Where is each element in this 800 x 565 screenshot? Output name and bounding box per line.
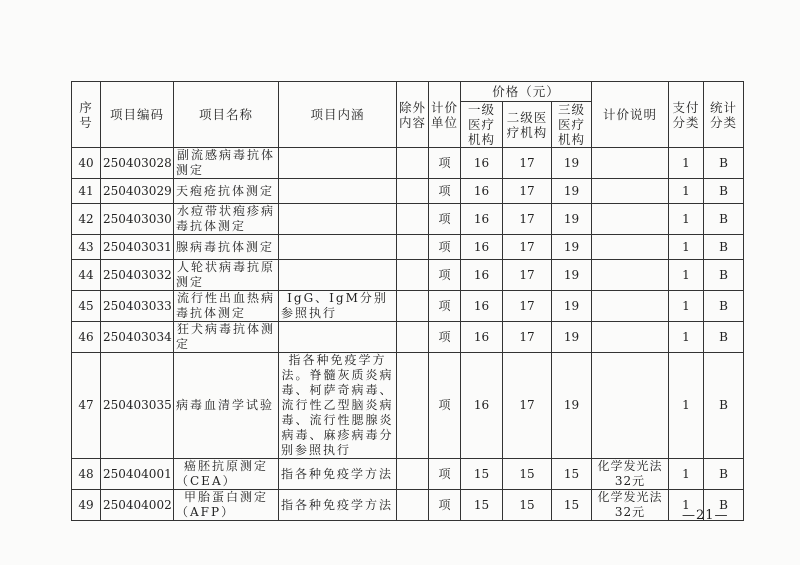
row-price-level1: 15: [461, 459, 503, 490]
row-name: 癌胚抗原测定（CEA）: [174, 459, 279, 490]
row-note: [592, 291, 669, 322]
row-seq: 48: [72, 459, 101, 490]
row-code: 250403029: [101, 179, 174, 204]
row-name: 狂犬病毒抗体测定: [174, 322, 279, 353]
row-code: 250403032: [101, 260, 174, 291]
row-price-level3: 19: [552, 235, 592, 260]
row-stat-class: B: [704, 322, 744, 353]
row-note: [592, 148, 669, 179]
row-exclusion: [397, 179, 429, 204]
row-price-level1: 16: [461, 260, 503, 291]
row-pay-class: 1: [669, 235, 704, 260]
table-row: [72, 204, 744, 235]
row-content: [279, 148, 397, 179]
row-unit: 项: [429, 235, 461, 260]
row-pay-class: 1: [669, 322, 704, 353]
row-code: 250403034: [101, 322, 174, 353]
row-content: [279, 204, 397, 235]
row-note: 化学发光法32元: [592, 490, 669, 521]
table-row: [72, 148, 744, 179]
row-code: 250403031: [101, 235, 174, 260]
header-level3: 三级医疗机构: [552, 102, 592, 148]
row-note: [592, 260, 669, 291]
row-price-level2: 17: [503, 148, 552, 179]
row-stat-class: B: [704, 353, 744, 459]
row-unit: 项: [429, 353, 461, 459]
row-name: 水痘带状疱疹病毒抗体测定: [174, 204, 279, 235]
row-price-level1: 16: [461, 291, 503, 322]
row-stat-class: B: [704, 260, 744, 291]
row-pay-class: 1: [669, 291, 704, 322]
row-unit: 项: [429, 322, 461, 353]
row-code: 250404001: [101, 459, 174, 490]
row-price-level1: 15: [461, 490, 503, 521]
row-seq: 40: [72, 148, 101, 179]
header-seq: 序号: [72, 82, 101, 148]
row-exclusion: [397, 204, 429, 235]
row-code: 250403033: [101, 291, 174, 322]
row-price-level1: 16: [461, 353, 503, 459]
row-pay-class: 1: [669, 148, 704, 179]
row-price-level3: 19: [552, 291, 592, 322]
row-note: [592, 322, 669, 353]
row-stat-class: B: [704, 291, 744, 322]
row-note: [592, 179, 669, 204]
row-price-level1: 16: [461, 235, 503, 260]
row-price-level3: 19: [552, 204, 592, 235]
table-row: [72, 260, 744, 291]
table-row: [72, 235, 744, 260]
header-content: 项目内涵: [279, 82, 397, 148]
row-price-level2: 17: [503, 322, 552, 353]
row-exclusion: [397, 353, 429, 459]
row-price-level2: 15: [503, 459, 552, 490]
row-price-level3: 19: [552, 353, 592, 459]
row-content: [279, 260, 397, 291]
row-seq: 49: [72, 490, 101, 521]
row-exclusion: [397, 235, 429, 260]
row-stat-class: B: [704, 459, 744, 490]
row-content: 指各种免疫学方法: [279, 490, 397, 521]
row-name: 腺病毒抗体测定: [174, 235, 279, 260]
row-price-level3: 19: [552, 322, 592, 353]
row-content: 指各种免疫学方法: [279, 459, 397, 490]
table-row: [72, 179, 744, 204]
row-seq: 45: [72, 291, 101, 322]
row-price-level1: 16: [461, 322, 503, 353]
row-unit: 项: [429, 260, 461, 291]
header-price-group: 价格（元）: [461, 82, 592, 102]
row-exclusion: [397, 148, 429, 179]
row-exclusion: [397, 490, 429, 521]
row-seq: 46: [72, 322, 101, 353]
row-name: 流行性出血热病毒抗体测定: [174, 291, 279, 322]
row-unit: 项: [429, 204, 461, 235]
row-name: 病毒血清学试验: [174, 353, 279, 459]
row-exclusion: [397, 322, 429, 353]
row-price-level1: 16: [461, 204, 503, 235]
table-row: [72, 353, 744, 459]
row-price-level1: 16: [461, 148, 503, 179]
row-price-level3: 15: [552, 459, 592, 490]
row-name: 副流感病毒抗体测定: [174, 148, 279, 179]
row-code: 250404002: [101, 490, 174, 521]
row-code: 250403035: [101, 353, 174, 459]
row-stat-class: B: [704, 490, 744, 521]
row-unit: 项: [429, 459, 461, 490]
row-pay-class: 1: [669, 490, 704, 521]
row-code: 250403030: [101, 204, 174, 235]
row-unit: 项: [429, 490, 461, 521]
row-unit: 项: [429, 148, 461, 179]
header-note: 计价说明: [592, 82, 669, 148]
row-pay-class: 1: [669, 353, 704, 459]
header-unit: 计价单位: [429, 82, 461, 148]
row-exclusion: [397, 291, 429, 322]
row-stat-class: B: [704, 179, 744, 204]
row-note: [592, 204, 669, 235]
row-stat-class: B: [704, 204, 744, 235]
row-pay-class: 1: [669, 459, 704, 490]
row-price-level1: 16: [461, 179, 503, 204]
row-seq: 41: [72, 179, 101, 204]
row-price-level2: 17: [503, 235, 552, 260]
row-note: 化学发光法32元: [592, 459, 669, 490]
table-row: [72, 459, 744, 490]
row-content: [279, 322, 397, 353]
row-unit: 项: [429, 179, 461, 204]
price-table: [71, 81, 744, 521]
row-pay-class: 1: [669, 204, 704, 235]
row-price-level2: 17: [503, 291, 552, 322]
header-level2: 二级医疗机构: [503, 102, 552, 148]
row-exclusion: [397, 459, 429, 490]
header-level1: 一级医疗机构: [461, 102, 503, 148]
header-name: 项目名称: [174, 82, 279, 148]
row-content: 指各种免疫学方法。脊髓灰质炎病毒、柯萨奇病毒、流行性乙型脑炎病毒、流行性腮腺炎病毒、麻疹病毒分别参照执行: [279, 353, 397, 459]
row-pay-class: 1: [669, 179, 704, 204]
row-name: 甲胎蛋白测定（AFP）: [174, 490, 279, 521]
table-row: [72, 490, 744, 521]
row-seq: 42: [72, 204, 101, 235]
row-price-level2: 15: [503, 490, 552, 521]
table-row: [72, 322, 744, 353]
row-price-level3: 19: [552, 179, 592, 204]
row-seq: 47: [72, 353, 101, 459]
row-stat-class: B: [704, 148, 744, 179]
row-name: 天疱疮抗体测定: [174, 179, 279, 204]
row-code: 250403028: [101, 148, 174, 179]
page-number: —21—: [682, 508, 729, 523]
row-note: [592, 235, 669, 260]
row-note: [592, 353, 669, 459]
row-price-level2: 17: [503, 179, 552, 204]
row-name: 人轮状病毒抗原测定: [174, 260, 279, 291]
header-exclusion: 除外内容: [397, 82, 429, 148]
row-seq: 44: [72, 260, 101, 291]
row-price-level2: 17: [503, 353, 552, 459]
row-seq: 43: [72, 235, 101, 260]
row-price-level3: 19: [552, 260, 592, 291]
header-code: 项目编码: [101, 82, 174, 148]
row-price-level3: 19: [552, 148, 592, 179]
row-price-level2: 17: [503, 260, 552, 291]
row-price-level2: 17: [503, 204, 552, 235]
header-stat: 统计分类: [704, 82, 744, 148]
table-row: [72, 291, 744, 322]
row-exclusion: [397, 260, 429, 291]
row-content: [279, 179, 397, 204]
header-pay: 支付分类: [669, 82, 704, 148]
row-price-level3: 15: [552, 490, 592, 521]
row-stat-class: B: [704, 235, 744, 260]
row-content: [279, 235, 397, 260]
row-unit: 项: [429, 291, 461, 322]
row-content: IgG、IgM分别参照执行: [279, 291, 397, 322]
row-pay-class: 1: [669, 260, 704, 291]
